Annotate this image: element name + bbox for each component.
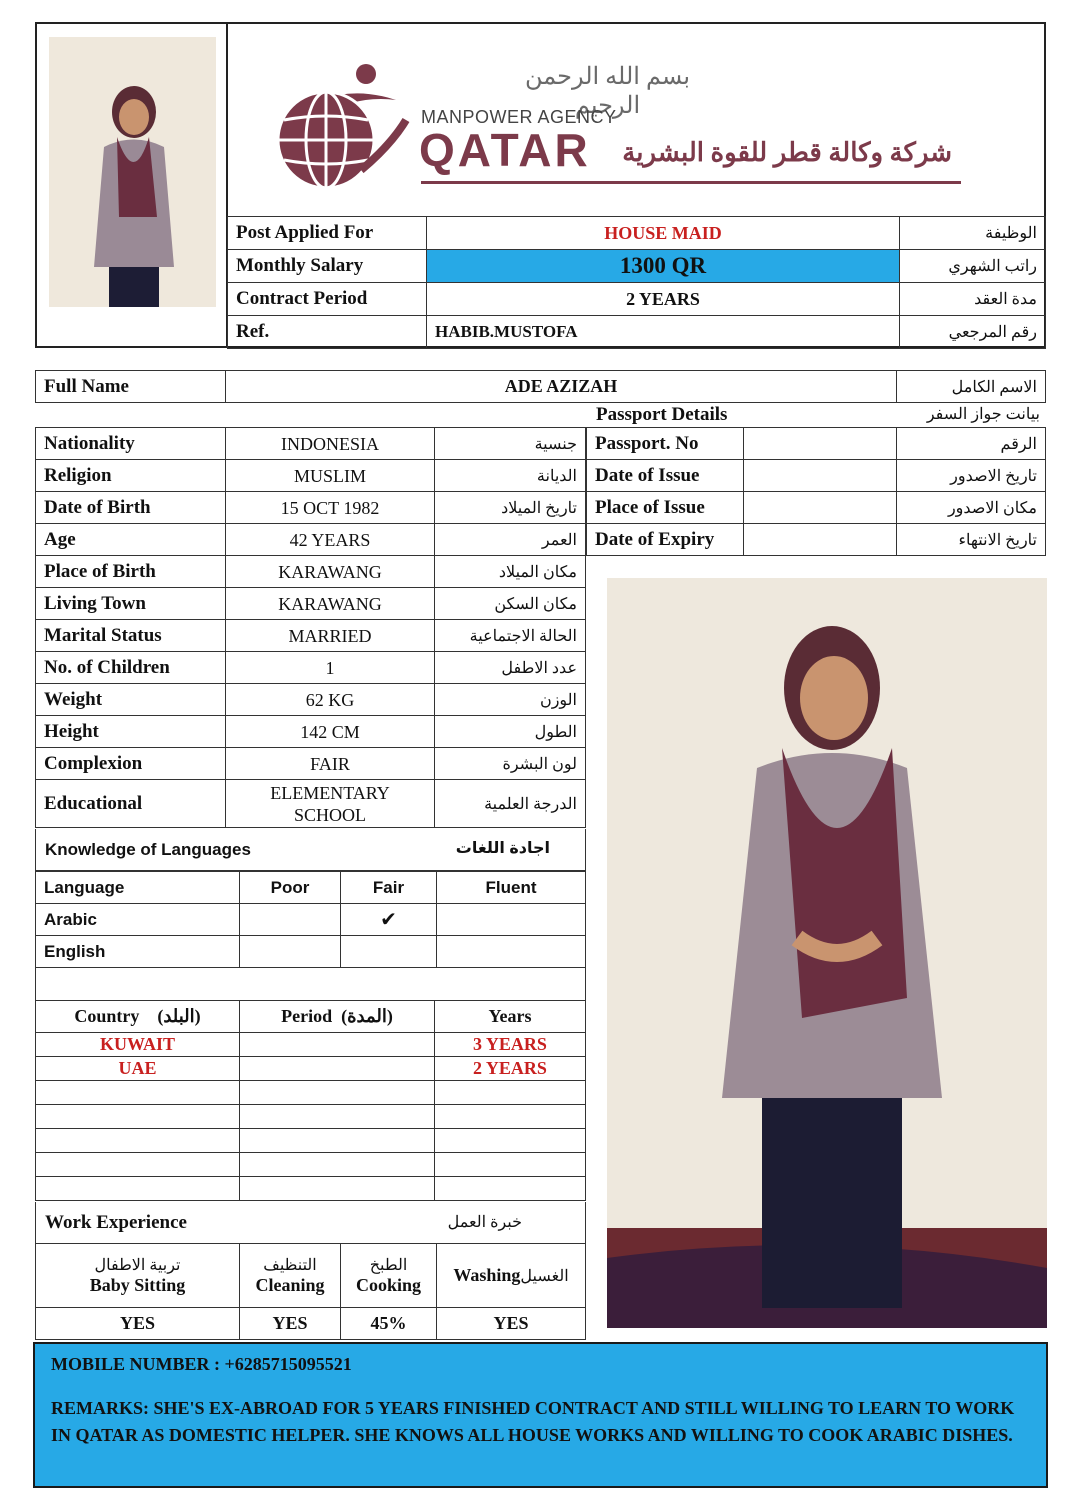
language-fair: ✔ — [341, 904, 437, 936]
skill-cleaning: التنظيف Cleaning — [240, 1244, 341, 1308]
contract-label: Contract Period — [228, 283, 427, 316]
passport-arabic: تاريخ الانتهاء — [897, 524, 1046, 556]
contract-value: 2 YEARS — [427, 283, 900, 316]
passport-label: Passport. No — [587, 428, 744, 460]
experience-row — [36, 1177, 586, 1201]
personal-arabic: جنسية — [435, 428, 586, 460]
personal-label: Complexion — [36, 748, 226, 780]
personal-value: 1 — [226, 652, 435, 684]
remarks-text: REMARKS: SHE'S EX-ABROAD FOR 5 YEARS FINISHED CONTRACT AND STILL WILLING TO LEARN TO WORK IN QATAR AS DOMESTIC HELPER. SHE KNOWS ALL HOUSE WORKS AND WILLING TO COOK ARABIC DISHES. — [51, 1398, 1015, 1445]
row-salary — [228, 250, 1046, 283]
portrait-photo-small — [49, 37, 216, 307]
passport-value — [744, 428, 897, 460]
passport-arabic: تاريخ الاصدور — [897, 460, 1046, 492]
lang-header-fair: Fair — [341, 872, 437, 904]
experience-period — [240, 1057, 435, 1081]
personal-arabic: الوزن — [435, 684, 586, 716]
passport-value — [744, 524, 897, 556]
contract-arabic: مدة العقد — [900, 283, 1046, 316]
ref-value: HABIB.MUSTOFA — [427, 316, 900, 349]
bismillah: بسم الله الرحمن الرحيم — [524, 64, 691, 119]
full-name-arabic: الاسم الكامل — [897, 371, 1046, 403]
experience-years: 3 YEARS — [435, 1033, 586, 1057]
languages-title-arabic: اجادة اللغات — [455, 840, 550, 857]
person-photo-icon — [49, 37, 216, 307]
cleaning-value: YES — [240, 1308, 341, 1340]
row-ref — [228, 316, 1046, 349]
personal-row — [36, 780, 586, 828]
row-contract — [228, 283, 1046, 316]
post-arabic: الوظيفة — [900, 217, 1046, 250]
personal-label: Religion — [36, 460, 226, 492]
experience-country: UAE — [36, 1057, 240, 1081]
language-name: Arabic — [36, 904, 240, 936]
experience-row — [36, 1153, 586, 1177]
experience-table — [35, 1000, 586, 1201]
skill-babysitting: تربية الاطفال Baby Sitting — [36, 1244, 240, 1308]
post-label: Post Applied For — [228, 217, 427, 250]
personal-arabic: لون البشرة — [435, 748, 586, 780]
passport-label: Date of Expiry — [587, 524, 744, 556]
language-row — [36, 936, 586, 968]
salary-value: 1300 QR — [427, 250, 900, 283]
top-fields-table — [227, 216, 1046, 349]
period-header: Period (المدة) — [240, 1001, 435, 1033]
full-name-table — [35, 370, 1046, 403]
personal-value: 15 OCT 1982 — [226, 492, 435, 524]
experience-period — [240, 1033, 435, 1057]
brand-name: QATAR — [419, 124, 591, 176]
skill-cooking: الطبخ Cooking — [341, 1244, 437, 1308]
skills-header-row — [36, 1244, 586, 1308]
globe-logo-icon — [266, 60, 411, 195]
personal-label: Marital Status — [36, 620, 226, 652]
personal-label: Place of Birth — [36, 556, 226, 588]
personal-row — [36, 620, 586, 652]
languages-table — [35, 871, 586, 1001]
experience-row — [36, 1105, 586, 1129]
personal-row — [36, 524, 586, 556]
personal-value: KARAWANG — [226, 556, 435, 588]
experience-country: KUWAIT — [36, 1033, 240, 1057]
remarks-box — [33, 1342, 1048, 1488]
language-fluent — [437, 904, 586, 936]
salary-label: Monthly Salary — [228, 250, 427, 283]
passport-row — [587, 428, 1046, 460]
lang-header-poor: Poor — [240, 872, 341, 904]
language-poor — [240, 904, 341, 936]
personal-arabic: تاريخ الميلاد — [435, 492, 586, 524]
personal-label: Date of Birth — [36, 492, 226, 524]
experience-years: 2 YEARS — [435, 1057, 586, 1081]
personal-value: ELEMENTARY SCHOOL — [226, 780, 435, 828]
personal-label: Age — [36, 524, 226, 556]
personal-row — [36, 588, 586, 620]
years-header: Years — [435, 1001, 586, 1033]
personal-row — [36, 652, 586, 684]
experience-header-row — [36, 1001, 586, 1033]
passport-label: Date of Issue — [587, 460, 744, 492]
cooking-value: 45% — [341, 1308, 437, 1340]
language-fluent — [437, 936, 586, 968]
passport-arabic: مكان الاصدور — [897, 492, 1046, 524]
work-title: Work Experience — [45, 1212, 187, 1233]
personal-value: FAIR — [226, 748, 435, 780]
personal-table — [35, 427, 586, 828]
personal-value: 42 YEARS — [226, 524, 435, 556]
work-title-arabic: خبرة العمل — [447, 1214, 522, 1231]
personal-row — [36, 460, 586, 492]
personal-label: Height — [36, 716, 226, 748]
personal-row — [36, 748, 586, 780]
washing-value: YES — [437, 1308, 586, 1340]
experience-row — [36, 1081, 586, 1105]
languages-empty-row — [36, 968, 586, 1001]
post-value: HOUSE MAID — [427, 217, 900, 250]
personal-label: Nationality — [36, 428, 226, 460]
skills-value-row — [36, 1308, 586, 1340]
personal-value: MUSLIM — [226, 460, 435, 492]
passport-title: Passport Details — [596, 404, 728, 425]
personal-row — [36, 492, 586, 524]
language-row — [36, 904, 586, 936]
personal-row — [36, 716, 586, 748]
language-poor — [240, 936, 341, 968]
personal-value: 142 CM — [226, 716, 435, 748]
skills-table — [35, 1243, 586, 1340]
passport-label: Place of Issue — [587, 492, 744, 524]
passport-value — [744, 460, 897, 492]
full-name-label: Full Name — [36, 371, 226, 403]
personal-value: INDONESIA — [226, 428, 435, 460]
personal-arabic: الحالة الاجتماعية — [435, 620, 586, 652]
personal-row — [36, 556, 586, 588]
personal-label: Educational — [36, 780, 226, 828]
country-header: Country (البلد) — [36, 1001, 240, 1033]
personal-arabic: الدرجة العلمية — [435, 780, 586, 828]
row-post — [228, 217, 1046, 250]
passport-value — [744, 492, 897, 524]
experience-row — [36, 1057, 586, 1081]
portrait-photo-large — [607, 578, 1047, 1328]
passport-arabic: الرقم — [897, 428, 1046, 460]
personal-value: 62 KG — [226, 684, 435, 716]
language-fair — [341, 936, 437, 968]
agency-logo — [266, 60, 411, 195]
experience-row — [36, 1033, 586, 1057]
personal-value: MARRIED — [226, 620, 435, 652]
ref-arabic: رقم المرجعي — [900, 316, 1046, 349]
logo-underline — [421, 181, 961, 184]
salary-arabic: راتب الشهري — [900, 250, 1046, 283]
passport-row — [587, 524, 1046, 556]
skill-washing: Washingالغسيل — [437, 1244, 586, 1308]
personal-row — [36, 684, 586, 716]
personal-label: Living Town — [36, 588, 226, 620]
personal-arabic: مكان السكن — [435, 588, 586, 620]
lang-header-fluent: Fluent — [437, 872, 586, 904]
passport-row — [587, 492, 1046, 524]
language-name: English — [36, 936, 240, 968]
full-name-value: ADE AZIZAH — [226, 371, 897, 403]
person-photo-icon — [607, 578, 1047, 1328]
personal-value: KARAWANG — [226, 588, 435, 620]
passport-table — [586, 427, 1046, 556]
agency-line: MANPOWER AGENCY — [421, 107, 617, 127]
ref-label: Ref. — [228, 316, 427, 349]
personal-arabic: الطول — [435, 716, 586, 748]
languages-title: Knowledge of Languages — [45, 840, 251, 859]
personal-arabic: العمر — [435, 524, 586, 556]
personal-arabic: الديانة — [435, 460, 586, 492]
passport-row — [587, 460, 1046, 492]
personal-arabic: عدد الاطفل — [435, 652, 586, 684]
languages-header-row — [36, 872, 586, 904]
personal-label: Weight — [36, 684, 226, 716]
experience-row — [36, 1129, 586, 1153]
personal-row — [36, 428, 586, 460]
agency-arabic-name: شركة وكالة قطر للقوة البشرية — [622, 138, 952, 167]
lang-header-language: Language — [36, 872, 240, 904]
mobile-number: MOBILE NUMBER : +6285715095521 — [51, 1354, 352, 1374]
personal-label: No. of Children — [36, 652, 226, 684]
passport-title-arabic: بيانت جواز السفر — [926, 406, 1040, 423]
personal-arabic: مكان الميلاد — [435, 556, 586, 588]
babysitting-value: YES — [36, 1308, 240, 1340]
